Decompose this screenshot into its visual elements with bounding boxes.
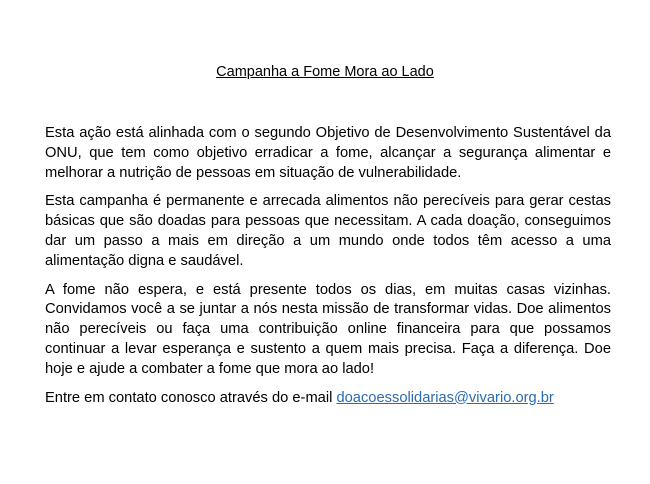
contact-line: [45, 389, 611, 409]
paragraph-call-to-action: A fome não espera, e está presente todos os dias, em muitas casas vizinhas. Convidamos você a se juntar a nós nesta missão de transformar vidas. Doe alimentos não perecíveis ou faça uma contribuição online financeira para que possamos continuar a levar esperança e sustento a quem mais precisa. Faça a diferença. Doe hoje e ajude a combater a fome que mora ao lado!: [45, 281, 611, 377]
paragraph-sdg-alignment: Esta ação está alinhada com o segundo Objetivo de Desenvolvimento Sustentável da ONU, que tem como objetivo erradicar a fome, alcançar a segurança alimentar e melhorar a nutrição de pessoas em situação de vulnerabilidade.: [45, 125, 611, 181]
document-body: [45, 124, 611, 417]
contact-text: Entre em contato conosco através do e-mail: [45, 389, 337, 406]
paragraph-campaign-description: Esta campanha é permanente e arrecada alimentos não perecíveis para gerar cestas básicas que são doadas para pessoas que necessitam. A cada doação, conseguimos dar um passo a mais em direção a um mundo onde todos têm acesso a uma alimentação digna e saudável.: [45, 193, 611, 269]
document-title: Campanha a Fome Mora ao Lado: [216, 64, 434, 80]
contact-email-link[interactable]: doacoessolidarias@vivario.org.br: [336, 389, 554, 406]
